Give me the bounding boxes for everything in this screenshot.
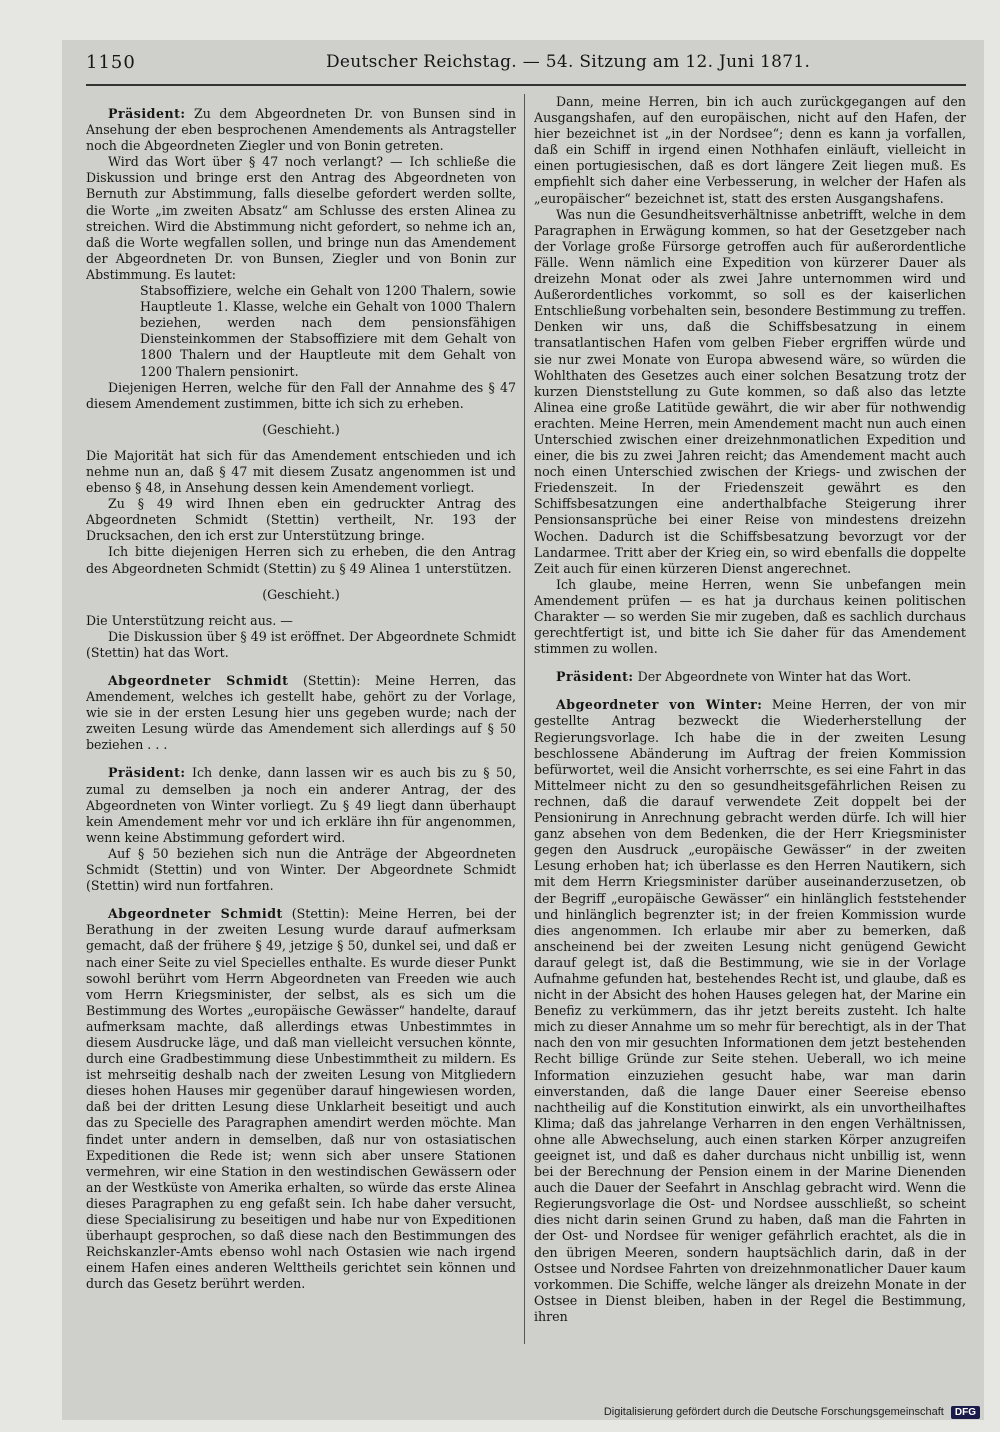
speech-paragraph: [86, 673, 516, 753]
running-title: Deutscher Reichstag. — 54. Sitzung am 12. Juni 1871.: [326, 52, 811, 72]
quoted-amendment: Stabsoffiziere, welche ein Gehalt von 1200 Thalern, sowie Hauptleute 1. Klasse, welche ein Gehalt von 1000 Thalern beziehen, werden nach dem pensionsfähigen Diensteinkommen der Stabsoffiziere mit dem Gehalt von 1800 Thalern und der Hauptleute mit dem Gehalt von 1200 Thalern pensionirt.: [140, 283, 516, 379]
speech-paragraph: [86, 106, 516, 154]
stage-note: (Geschieht.): [262, 586, 340, 602]
header-rule: [86, 84, 966, 86]
footer-text: Digitalisierung gefördert durch die Deutsche Forschungsgemeinschaft: [603, 1406, 944, 1418]
paragraph: Die Diskussion über § 49 ist eröffnet. Der Abgeordnete Schmidt (Stettin) hat das Wort.: [86, 628, 516, 660]
speaker-name: Abgeordneter Schmidt: [108, 906, 283, 922]
speech-paragraph: [534, 669, 966, 685]
paragraph: Die Majorität hat sich für das Amendement entschieden und ich nehme nun an, daß § 47 mit diesem Zusatz angenommen ist und ebenso § 48, in Ansehung dessen kein Amendement vorliegt.: [86, 447, 516, 496]
speech-text: Meine Herren, der von mir gestellte Antrag bezweckt die Wiederherstellung der Regierungsvorlage. Ich habe die in der zweiten Lesung beschlossene Abänderung im Auftrag der freien Kommission befürwortet, weil die Ansicht vorherrschte, es sei eine Fahrt in das Mittelmeer nicht zu den so gesundheitsgefährlichen Reisen zu rechnen, daß die darauf verwendete Zeit doppelt bei der Pensionirung in Anrechnung gebracht werden dürfe. Ich will hier ganz absehen von dem Bedenken, die der Herr Kriegsminister gegen den Ausdruck „europäische Gewässer“ in der zweiten Lesung erhoben hat; ich überlasse es den Herren Nautikern, sich mit dem Herrn Kriegsminister darüber auseinanderzusetzen, ob der Begriff „europäische Gewässer“ ein hinlänglich feststehender und hinlänglich begrenzter ist; in der freien Kommission wurde dies angenommen. Ich erlaube mir aber zu bemerken, daß anscheinend bei der zweiten Lesung nicht genügend Gewicht darauf gelegt ist, daß die Bestimmung, wie sie in der Vorlage Aufnahme gefunden hat, bestehendes Recht ist, und glaube, daß es nicht in der Absicht des hohen Hauses gelegen hat, der Marine ein Benefiz zu verkümmern, das ihr jetzt bereits zusteht. Ich halte mich zu dieser Annahme um so mehr für berechtigt, als in der That nach den von mir gesuchten Informationen dem jetzt bestehenden Recht billige Gründe zur Seite stehen. Ueberall, wo ich meine Information einzuziehen gesucht habe, war man darin einverstanden, daß die lange Dauer einer Seereise ebenso nachtheilig auf die Konstitution einwirkt, als ein unvortheilhaftes Klima; daß das jahrelange Verharren in den engen Verhältnissen, ohne alle Abwechselung, auch einen starken Körper anzugreifen geeignet ist, und daß es daher durchaus nicht unbillig ist, wenn bei der Berechnung der Pension einem in der Marine Dienenden auch die Dauer der Seefahrt in Anschlag gebracht wird. Wenn die Regierungsvorlage die Ost- und Nordsee ausschließt, so scheint dies nicht darin seinen Grund zu haben, daß man die Fahrten in der Ost- und Nordsee für weniger gefährlich erachtet, als die in den übrigen Meeren, sondern hauptsächlich darin, daß in der Ostsee und Nordsee Fahrten von dreizehnmonatlicher Dauer kaum vorkommen. Die Schiffe, welche länger als dreizehn Monate in der Ostsee in Dienst bleiben, haben in der Regel die Bestimmung, ihren: [534, 697, 966, 1324]
speaker-name: Präsident:: [108, 106, 186, 121]
dfg-logo: DFG: [951, 1406, 980, 1419]
speaker-name: Abgeordneter von Winter:: [556, 697, 763, 713]
paragraph: Wird das Wort über § 47 noch verlangt? — Ich schließe die Diskussion und bringe erst den Antrag des Abgeordneten von Bernuth zur Abstimmung, falls dieselbe gefordert werden sollte, die Worte „im zweiten Absatz“ am Schlusse des ersten Alinea zu streichen. Wird die Abstimmung nicht gefordert, so nehme ich an, daß die Worte wegfallen sollen, und bringe nun das Amendement der Abgeordneten Dr. von Bunsen, Ziegler und von Bonin zur Abstimmung. Es lautet:: [86, 154, 516, 282]
speech-paragraph: [86, 765, 516, 845]
paragraph: Zu § 49 wird Ihnen eben ein gedruckter Antrag des Abgeordneten Schmidt (Stettin) vertheilt, Nr. 193 der Drucksachen, den ich erst zur Unterstützung bringe.: [86, 496, 516, 544]
left-column: [86, 94, 516, 1326]
page-number: 1150: [86, 52, 136, 73]
stage-note: (Geschieht.): [262, 421, 340, 437]
paragraph: Die Unterstützung reicht aus. —: [86, 612, 293, 628]
footer: [604, 1406, 980, 1419]
paragraph: Ich glaube, meine Herren, wenn Sie unbefangen mein Amendement prüfen — es hat ja durchaus keinen politischen Charakter — so werden Sie mir zugeben, daß es sachlich durchaus gerechtfertigt ist, und bitte ich Sie daher für das Amendement stimmen zu wollen.: [534, 576, 966, 657]
speaker-name: Präsident:: [556, 669, 634, 685]
speech-paragraph: [534, 697, 966, 1325]
speech-text: Ich denke, dann lassen wir es auch bis zu § 50, zumal zu demselben ja noch ein anderer Antrag, der des Abgeordneten von Winter vorliegt. Zu § 49 liegt dann überhaupt kein Amendement mehr vor und ich erkläre ihn für angenommen, wenn keine Abstimmung gefordert wird.: [86, 765, 516, 845]
speech-text: (Stettin): Meine Herren, bei der Berathung in der zweiten Lesung wurde darauf aufmerksam gemacht, daß der frühere § 49, jetzige § 50, dunkel sei, und daß er nach einer Seite zu viel Specielles enthalte. Es wurde dieser Punkt sowohl berührt vom Herrn Abgeordneten van Freeden wie auch vom Herrn Kriegsminister, der selbst, als es sich um die Bestimmung des Wortes „europäische Gewässer“ handelte, darauf aufmerksam machte, daß allerdings etwas Unbestimmtes in diesem Ausdrucke läge, und daß man vielleicht versuchen könnte, durch eine Gradbestimmung diese Unbestimmtheit zu mildern. Es ist mehrseitig deshalb nach der zweiten Lesung von Mitgliedern dieses hohen Hauses mir gegenüber darauf hingewiesen worden, daß bei der dritten Lesung diese Unklarheit beseitigt und auch das zu Specielle des Paragraphen amendirt werden möchte. Man findet unter andern in demselben, daß nur von ostasiatischen Expeditionen die Rede ist; wenn sich aber unsere Stationen vermehren, wir eine Station in den westindischen Gewässern oder an der Westküste von Amerika erhalten, so würde das erste Alinea dieses Paragraphen zu eng gefaßt sein. Ich habe daher versucht, diese Specialisirung zu beseitigen und habe nur von Expeditionen überhaupt gesprochen, so daß diese nach den Bestimmungen des Reichskanzler-Amts ebenso wohl nach Ostasien wie nach irgend einem Hafen eines anderen Welttheils gerichtet sein können und durch das Gesetz berührt werden.: [86, 906, 516, 1292]
speaker-name: Präsident:: [108, 765, 186, 781]
speech-text: Der Abgeordnete von Winter hat das Wort.: [633, 669, 912, 685]
column-divider: [524, 94, 525, 1344]
paragraph: Dann, meine Herren, bin ich auch zurückgegangen auf den Ausgangshafen, auf den europäischen, nicht auf den Hafen, der hier bezeichnet ist „in der Nordsee“; denn es kann ja vorfallen, daß ein Schiff in irgend einen Nothhafen einläuft, vielleicht in einen portugiesischen, daß es dort längere Zeit liegen muß. Es empfiehlt sich daher eine Verbesserung, in welcher der Hafen als „europäischer“ bezeichnet ist, statt des ersten Ausgangshafens.: [534, 94, 966, 206]
speaker-name: Abgeordneter Schmidt: [108, 673, 289, 688]
paragraph: Was nun die Gesundheitsverhältnisse anbetrifft, welche in dem Paragraphen in Erwägung kommen, so hat der Gesetzgeber nach der Vorlage große Fürsorge getroffen auch für außerordentliche Fälle. Wenn nämlich eine Expedition von kürzerer Dauer als dreizehn Monat oder als zwei Jahre unternommen wird und Außerordentliches vorkommt, so soll es der kaiserlichen Entschließung vorbehalten sein, besondere Bestimmung zu treffen. Denken wir uns, daß die Schiffsbesatzung in einem transatlantischen Hafen vom gelben Fieber ergriffen würde und sie nur zwei Monate von Europa abwesend wäre, so würden die Wohlthaten des Gesetzes auch einer solchen Besatzung trotz der kurzen Dienststellung zu Gute kommen, so daß also das letzte Alinea eine große Latitüde gewährt, die wir aber für nothwendig erachten. Meine Herren, mein Amendement macht nun auch einen Unterschied zwischen einer dreizehnmonatlichen Expedition und einer, die bis zu zwei Jahren reicht; das Amendement macht auch noch einen Unterschied zwischen der Kriegs- und zwischen der Friedenszeit. In der Friedenszeit gewährt es den Schiffsbesatzungen eine anderthalbfache Steigerung ihrer Pensionsansprüche bei einer Reise von mindestens dreizehn Wochen. Dadurch ist die Schiffsbesatzung bevorzugt vor der Landarmee. Tritt aber der Krieg ein, so wird ebenfalls die doppelte Zeit auch für einen kürzeren Dienst angerechnet.: [534, 206, 966, 576]
speech-text: (Stettin): Meine Herren, das Amendement, welches ich gestellt habe, gehört zu der Vorlage, wie sie in der ersten Lesung hier uns gegeben wurde; nach der zweiten Lesung würde das Amendement sich allerdings auf § 50 beziehen . . .: [86, 673, 516, 753]
page-header: [86, 52, 966, 78]
paragraph: Diejenigen Herren, welche für den Fall der Annahme des § 47 diesem Amendement zustimmen, bitte ich sich zu erheben.: [86, 379, 516, 411]
paragraph: Ich bitte diejenigen Herren sich zu erheben, die den Antrag des Abgeordneten Schmidt (Stettin) zu § 49 Alinea 1 unterstützen.: [86, 544, 516, 576]
right-column: [534, 94, 966, 1346]
speech-text: Zu dem Abgeordneten Dr. von Bunsen sind in Ansehung der eben besprochenen Amendements als Antragsteller noch die Abgeordneten Ziegler und von Bonin getreten.: [86, 106, 516, 154]
speech-paragraph: [86, 906, 516, 1292]
paragraph: Auf § 50 beziehen sich nun die Anträge der Abgeordneten Schmidt (Stettin) und von Winter. Der Abgeordnete Schmidt (Stettin) wird nun fortfahren.: [86, 845, 516, 894]
